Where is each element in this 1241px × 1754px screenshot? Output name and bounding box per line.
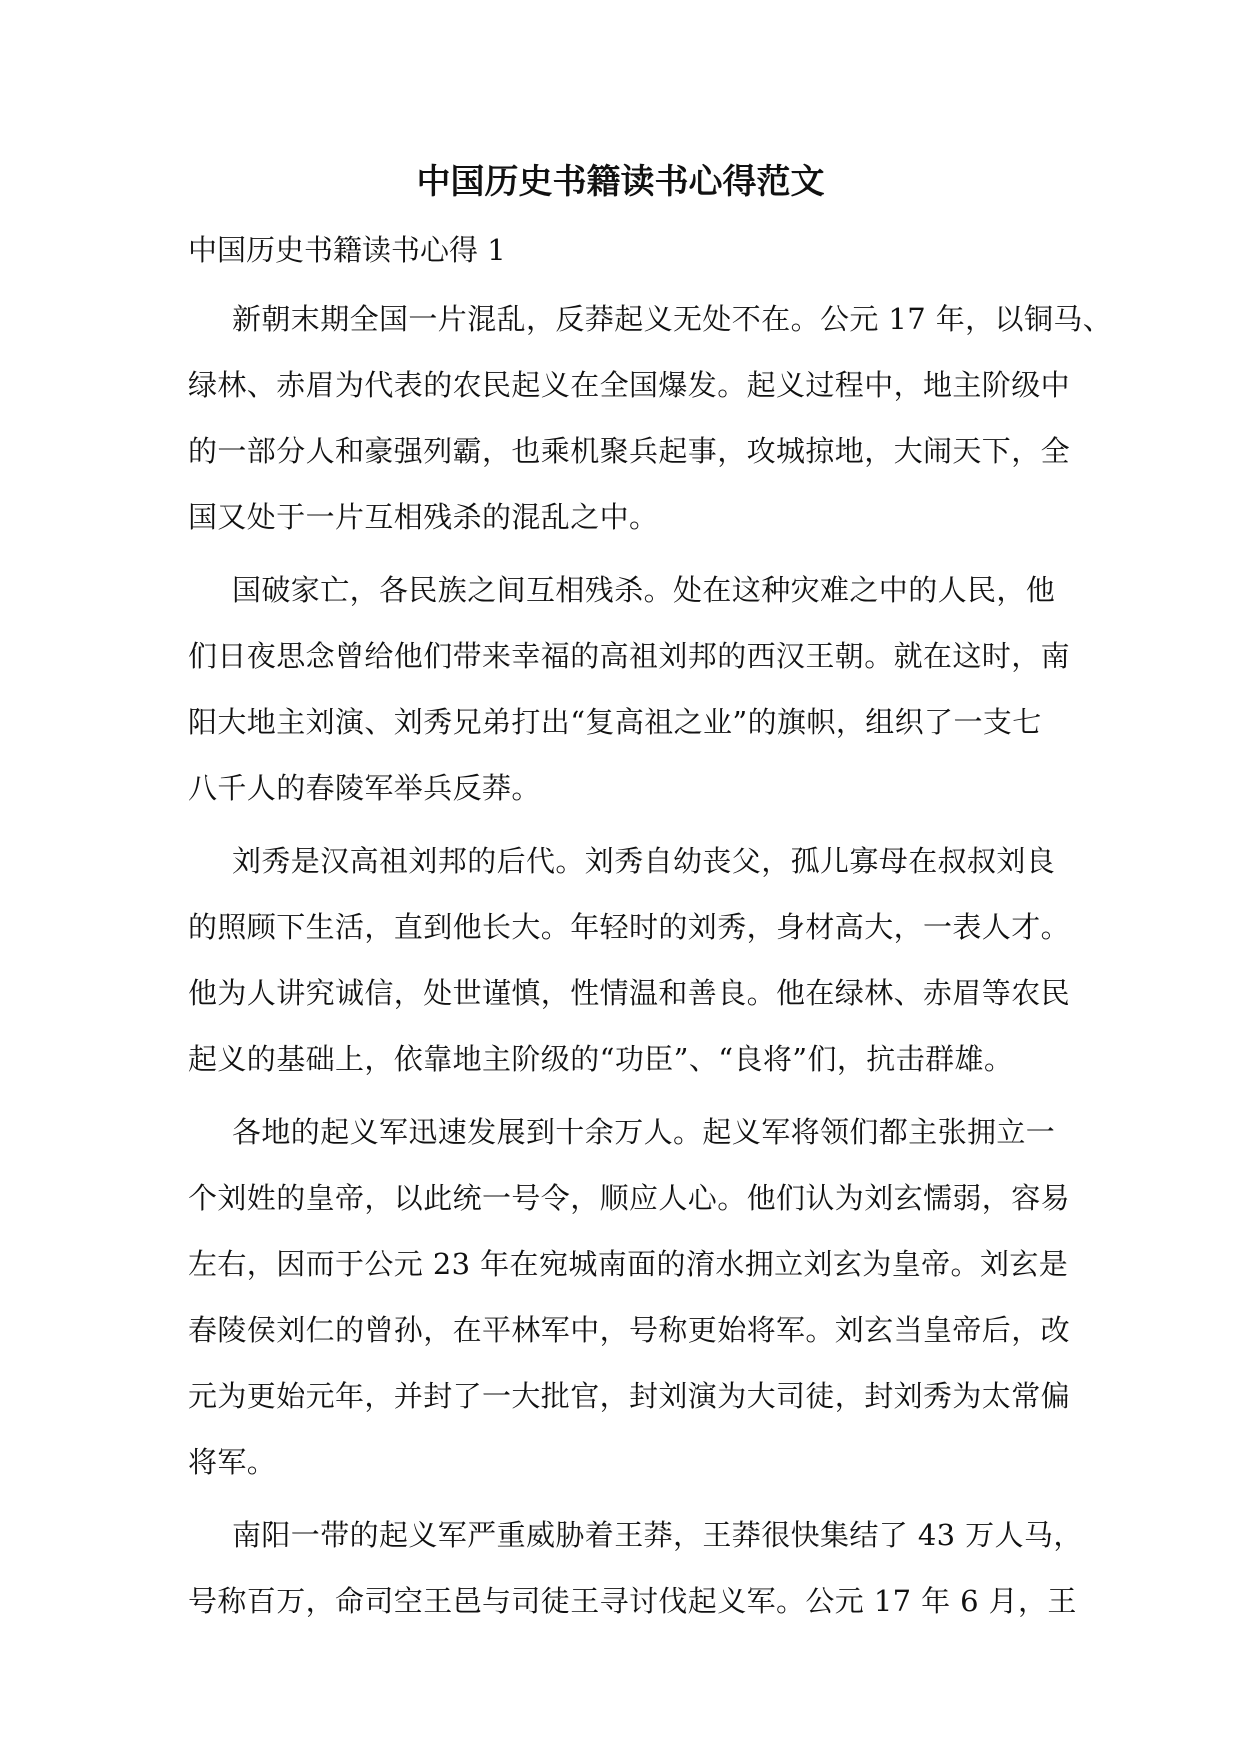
- paragraph-line: 阳大地主刘演、刘秀兄弟打出“复高祖之业”的旗帜，组织了一支七: [188, 705, 1042, 739]
- paragraph-line: 绿林、赤眉为代表的农民起义在全国爆发。起义过程中，地主阶级中: [188, 368, 1071, 402]
- paragraph-line: 左右，因而于公元 23 年在宛城南面的淯水拥立刘玄为皇帝。刘玄是: [188, 1247, 1069, 1281]
- paragraph-line: 起义的基础上，依靠地主阶级的“功臣”、“良将”们，抗击群雄。: [188, 1042, 1014, 1076]
- document-title: 中国历史书籍读书心得范文: [416, 162, 825, 202]
- paragraph-line: 国又处于一片互相残杀的混乱之中。: [188, 500, 659, 534]
- paragraph-line: 刘秀是汉高祖刘邦的后代。刘秀自幼丧父，孤儿寡母在叔叔刘良: [232, 844, 1056, 878]
- paragraph-line: 元为更始元年，并封了一大批官，封刘演为大司徒，封刘秀为太常偏: [188, 1379, 1071, 1413]
- paragraph-1: [188, 286, 1113, 550]
- paragraph-line: 个刘姓的皇帝，以此统一号令，顺应人心。他们认为刘玄懦弱，容易: [188, 1181, 1071, 1215]
- paragraph-line: 国破家亡，各民族之间互相残杀。处在这种灾难之中的人民，他: [232, 573, 1056, 607]
- paragraph-line: 们日夜思念曾给他们带来幸福的高祖刘邦的西汉王朝。就在这时，南: [188, 639, 1071, 673]
- paragraph-line: 南阳一带的起义军严重威胁着王莽，王莽很快集结了 43 万人马，: [232, 1518, 1083, 1552]
- paragraph-5: [188, 1502, 1083, 1634]
- paragraph-2: [188, 557, 1071, 821]
- paragraph-line: 春陵侯刘仁的曾孙，在平林军中，号称更始将军。刘玄当皇帝后，改: [188, 1313, 1071, 1347]
- paragraph-line: 新朝末期全国一片混乱，反莽起义无处不在。公元 17 年，以铜马、: [232, 302, 1113, 336]
- section-heading: 中国历史书籍读书心得 1: [188, 233, 506, 267]
- paragraph-line: 八千人的春陵军举兵反莽。: [188, 771, 541, 805]
- paragraph-4: [188, 1099, 1071, 1495]
- paragraph-line: 的一部分人和豪强列霸，也乘机聚兵起事，攻城掠地，大闹天下，全: [188, 434, 1071, 468]
- paragraph-line: 的照顾下生活，直到他长大。年轻时的刘秀，身材高大，一表人才。: [188, 910, 1071, 944]
- document-body: [188, 286, 1113, 1641]
- paragraph-line: 他为人讲究诚信，处世谨慎，性情温和善良。他在绿林、赤眉等农民: [188, 976, 1071, 1010]
- paragraph-3: [188, 828, 1071, 1092]
- paragraph-line: 将军。: [188, 1445, 277, 1479]
- paragraph-line: 各地的起义军迅速发展到十余万人。起义军将领们都主张拥立一: [232, 1115, 1056, 1149]
- paragraph-line: 号称百万，命司空王邑与司徒王寻讨伐起义军。公元 17 年 6 月，王: [188, 1584, 1077, 1618]
